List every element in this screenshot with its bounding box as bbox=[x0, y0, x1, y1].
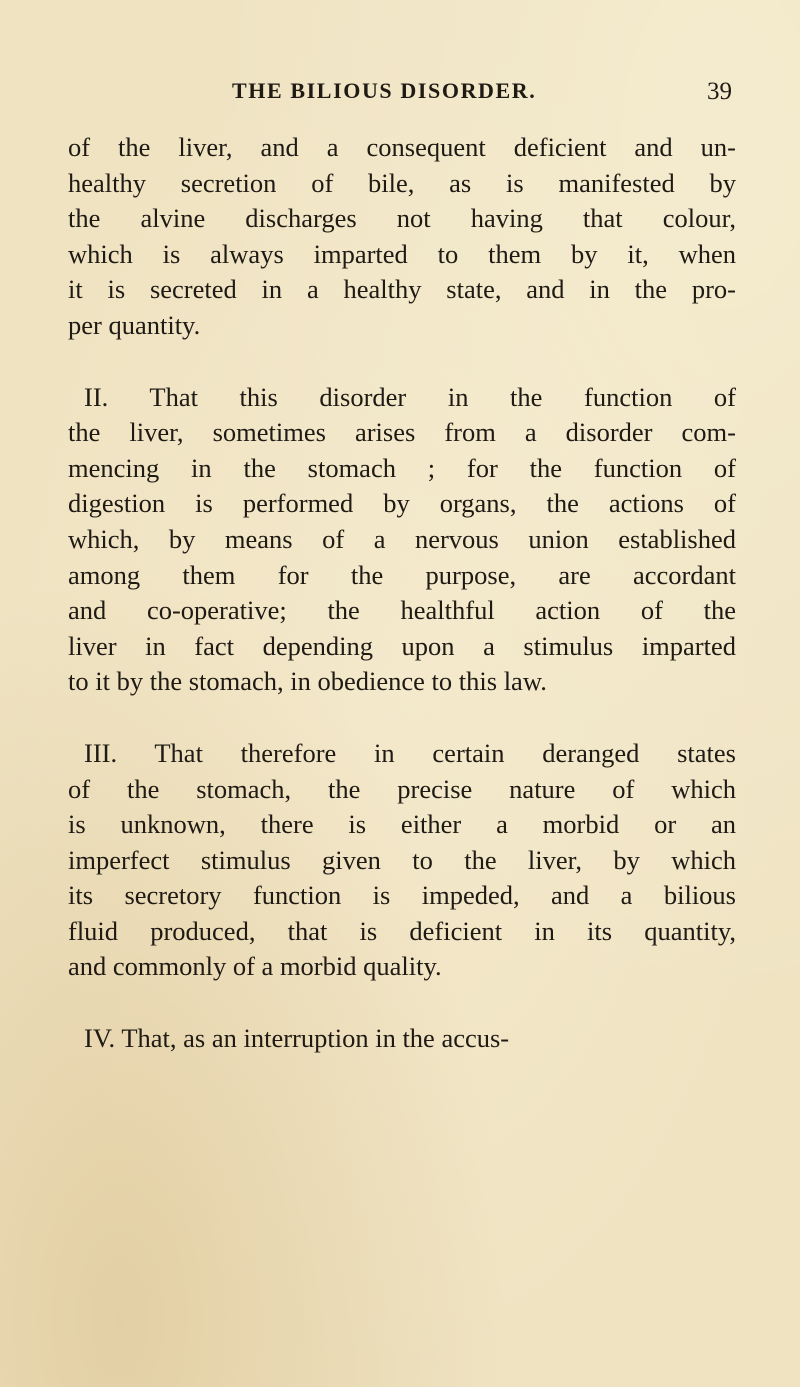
text-line: it is secreted in a healthy state, and in the pro- bbox=[68, 274, 736, 305]
text-line: is unknown, there is either a morbid or an bbox=[68, 809, 736, 840]
text-line: of the stomach, the precise nature of which bbox=[68, 773, 736, 804]
text-line: and commonly of a morbid quality. bbox=[68, 951, 442, 982]
body-text bbox=[68, 130, 736, 1092]
text-line: IV. That, as an interruption in the accus- bbox=[84, 1023, 510, 1054]
text-line: the alvine discharges not having that colour, bbox=[68, 203, 736, 234]
text-line: III. That therefore in certain deranged states bbox=[84, 737, 736, 768]
paragraph-iv bbox=[68, 1021, 736, 1057]
text-line: and co-operative; the healthful action of the bbox=[68, 595, 736, 626]
text-line: liver in fact depending upon a stimulus imparted bbox=[68, 630, 736, 661]
running-title: THE BILIOUS DISORDER. bbox=[232, 78, 537, 103]
text-line: II. That this disorder in the function of bbox=[84, 381, 736, 412]
page-number: 39 bbox=[707, 78, 732, 105]
paragraph-iii bbox=[68, 736, 736, 985]
text-line: mencing in the stomach ; for the function of bbox=[68, 452, 736, 483]
text-line: imperfect stimulus given to the liver, by which bbox=[68, 844, 736, 875]
paragraph-ii bbox=[68, 380, 736, 700]
text-line: its secretory function is impeded, and a bilious bbox=[68, 880, 736, 911]
text-line: which, by means of a nervous union established bbox=[68, 523, 736, 554]
text-line: to it by the stomach, in obedience to this law. bbox=[68, 666, 547, 697]
text-line: the liver, sometimes arises from a disorder com- bbox=[68, 417, 736, 448]
running-head bbox=[0, 78, 800, 118]
text-line: digestion is performed by organs, the actions of bbox=[68, 488, 736, 519]
text-line: which is always imparted to them by it, when bbox=[68, 238, 736, 269]
text-line: of the liver, and a consequent deficient and un- bbox=[68, 132, 736, 162]
text-line: among them for the purpose, are accordant bbox=[68, 559, 736, 590]
text-line: fluid produced, that is deficient in its quantity, bbox=[68, 915, 736, 946]
text-line: per quantity. bbox=[68, 309, 201, 340]
text-line: healthy secretion of bile, as is manifested by bbox=[68, 167, 736, 198]
paragraph-continued bbox=[68, 130, 736, 344]
